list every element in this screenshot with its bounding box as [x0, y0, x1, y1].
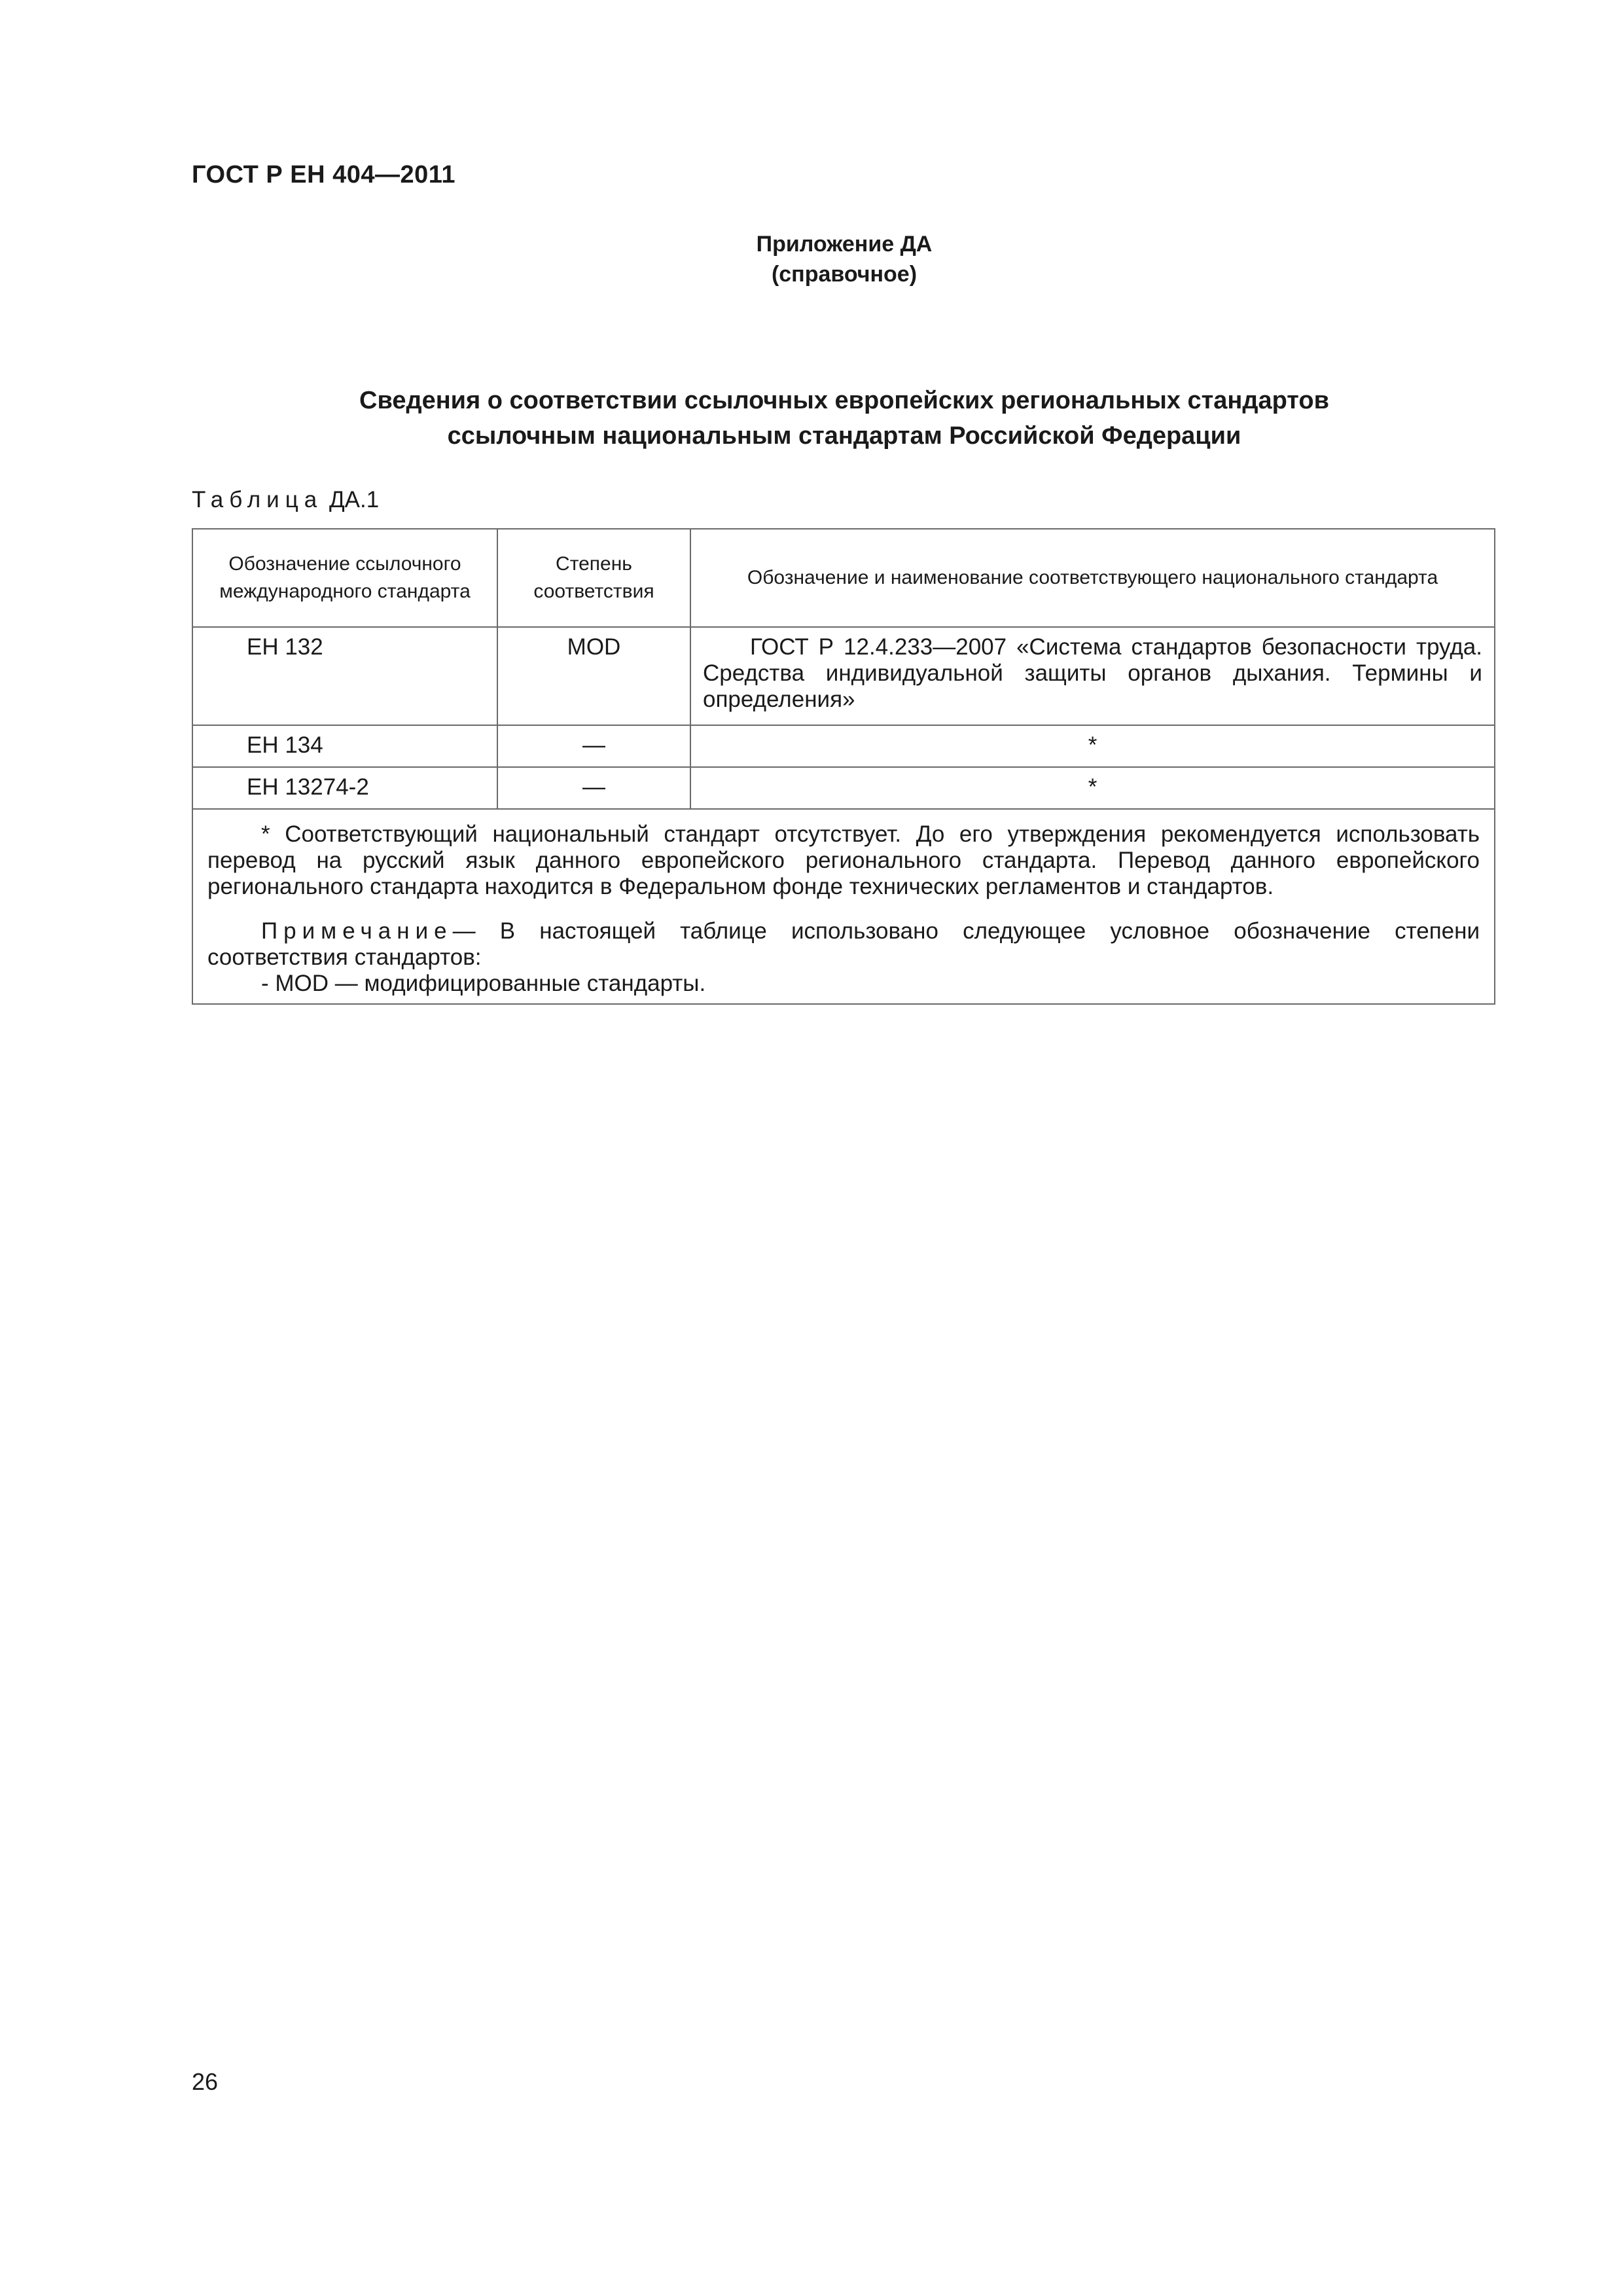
table-caption-number: ДА.1: [329, 487, 380, 512]
table-row: [192, 767, 1495, 809]
appendix-kind: (справочное): [771, 262, 918, 287]
page-number: 26: [192, 2068, 219, 2095]
appendix-heading: [0, 229, 1623, 289]
note-label: Примечание: [261, 918, 453, 944]
table-row: [192, 627, 1495, 725]
appendix-label: Приложение ДА: [756, 232, 933, 257]
cell-ref-standard: ЕН 132: [192, 627, 497, 725]
annex-title: [192, 383, 1497, 454]
note-list-item: - MOD — модифицированные стандарты.: [261, 971, 706, 996]
cell-national-standard-text: ГОСТ Р 12.4.233—2007 «Система стандартов безопасности труда. Средства индивидуальной защиты органов дыхания. Термины и определения»: [703, 634, 1482, 712]
cell-degree: —: [497, 725, 690, 767]
table-footnote-row: [192, 809, 1495, 1004]
table-caption: [192, 487, 379, 513]
header-degree: Степень соответствия: [497, 529, 690, 627]
note-paragraph: [207, 918, 1480, 971]
footnote-text: * Соответствующий национальный стандарт отсутствует. До его утверждения рекомендуется использовать перевод на русский язык данного европейского регионального стандарта. Перевод данного европейского регионального стандарта находится в Федеральном фонде технических регламентов и стандартов.: [207, 821, 1480, 899]
annex-title-line-2: ссылочным национальным стандартам Российской Федерации: [447, 422, 1241, 450]
header-ref-standard: Обозначение ссылочного международного стандарта: [192, 529, 497, 627]
header-national-standard: Обозначение и наименование соответствующего национального стандарта: [690, 529, 1495, 627]
table-caption-word: Таблица: [192, 487, 323, 512]
annex-title-line-1: Сведения о соответствии ссылочных европейских региональных стандартов: [359, 387, 1329, 414]
cell-ref-standard: ЕН 134: [192, 725, 497, 767]
table-footnote-cell: [192, 809, 1495, 1004]
table-header-row: [192, 529, 1495, 627]
table-row: [192, 725, 1495, 767]
note-text: — В настоящей таблице использовано следующее условное обозначение степени соответствия стандартов:: [207, 918, 1480, 970]
cell-national-standard: [690, 627, 1495, 725]
document-code: ГОСТ Р ЕН 404—2011: [192, 161, 455, 188]
cell-ref-standard: ЕН 13274-2: [192, 767, 497, 809]
cell-degree: —: [497, 767, 690, 809]
cell-national-standard: *: [690, 767, 1495, 809]
cell-degree: MOD: [497, 627, 690, 725]
correspondence-table: [192, 528, 1495, 1005]
cell-national-standard: *: [690, 725, 1495, 767]
